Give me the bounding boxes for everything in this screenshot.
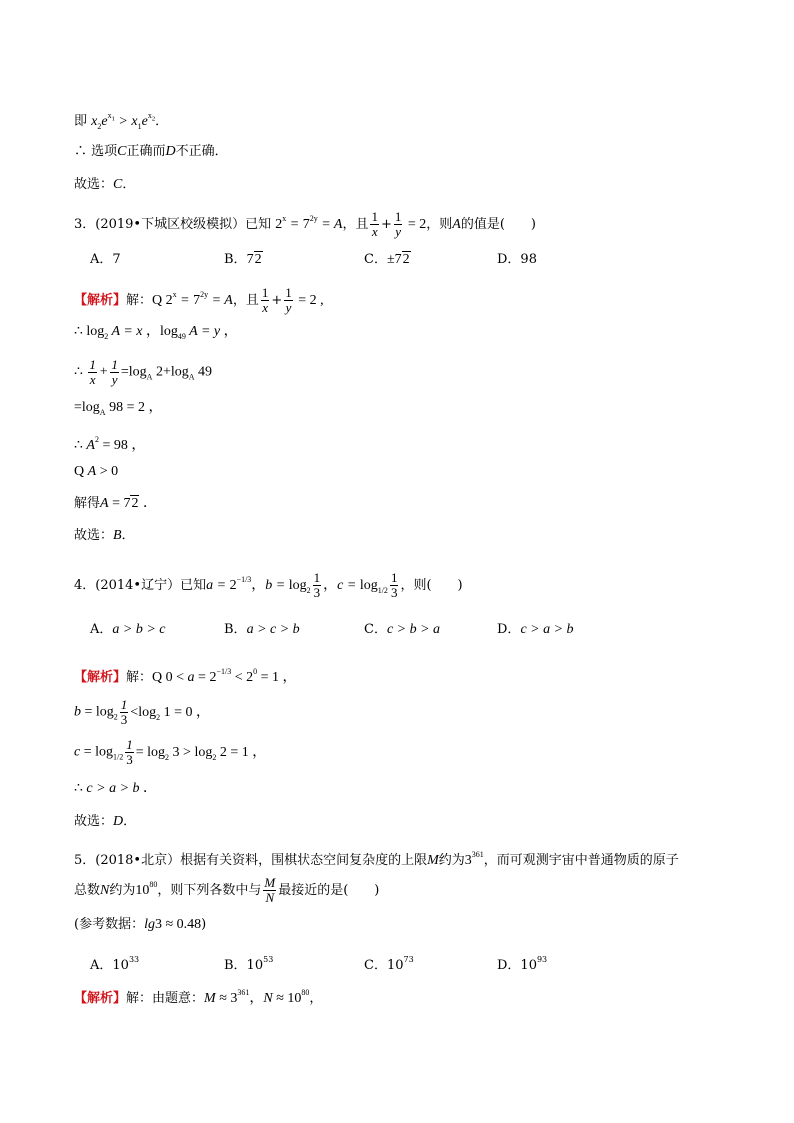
solution-line: 【解析】解：Q $0 < a = 2^{-1/3} < 2^0 = 1$ ， (74, 667, 297, 685)
solution-line: ∴ $\frac{1}{x}$ + $\frac{1}{y}$ $=\log_A$ $2+\log_A$ 49 (74, 357, 213, 387)
line-text: 故选： (74, 528, 114, 543)
line-text: ，则( ) (400, 578, 463, 593)
line-text: ，且 (232, 293, 259, 308)
line-text: 正确而 (126, 144, 166, 159)
line-text: ． (155, 114, 169, 129)
option-label: B． (224, 622, 247, 637)
line-text: 解：由题意： (126, 991, 205, 1006)
solution-line: ∴ c > a > b ． (74, 781, 158, 796)
line-text: 解： (126, 670, 153, 685)
fraction: $\frac{1}{y}$ (394, 209, 402, 239)
option-c[interactable]: C．c > b > a (364, 622, 441, 637)
analysis-tag: 【解析】 (74, 670, 127, 685)
option-b[interactable] (224, 950, 273, 976)
option-c[interactable]: C．±72 (364, 252, 410, 267)
question-3: 3．(2019•下城区校级模拟）已知 $2^x = 7^{2y} = A$，且 $\frac{1}{x}$ + $\frac{1}{y}$ = 2，则A的值是( ) (74, 209, 537, 239)
exponent: 33 (128, 955, 140, 964)
option-label: A．7 (90, 252, 121, 267)
option-label: D．10 (497, 958, 537, 973)
line-text: ，则下列各数中与 (157, 883, 262, 898)
line-text: ∴ 选项 (74, 144, 118, 159)
line-text: ． (121, 528, 135, 543)
text-line (74, 106, 168, 137)
math-var: D (165, 144, 176, 159)
exponent: 53 (263, 955, 274, 964)
question-stem: 3．(2019•下城区校级模拟）已知 (74, 217, 272, 232)
question-stem: 5．(2018•北京）根据有关资料，围棋状态空间复杂度的上限 (74, 853, 428, 868)
solution-line (74, 526, 135, 546)
question-4: 4．(2014•辽宁）已知$a = 2^{-1/3}$，$b = \log_2$ $\frac{1}{3}$ ，$c = \log_{1/2}$ $\frac{1}{3}$ ，则( ) (74, 570, 463, 600)
line-text: ，则 (426, 217, 453, 232)
option-label: C． (364, 252, 387, 267)
option-a[interactable]: A．a > b > c (90, 622, 166, 637)
option-d[interactable] (497, 950, 547, 976)
line-text: ) (201, 917, 207, 932)
option-a[interactable] (90, 250, 121, 270)
math-expr: $2^x = 7^{2y} = A$ (275, 214, 343, 232)
solution-line: ∴ $A^2 = 98$ ， (74, 435, 146, 453)
solution-line: ∴ $\log_2 A = x$ ，$\log_{49} A = y$ ， (74, 324, 238, 341)
answer: B (113, 528, 122, 543)
line-text: ． (122, 177, 136, 192)
line-text: 约为 (109, 883, 136, 898)
line-text: 不正确． (175, 144, 228, 159)
line-text: 即 (74, 114, 88, 129)
line-text: ，而可观测宇宙中普通物质的原子 (483, 853, 679, 868)
line-text: 故选： (74, 177, 114, 192)
option-label: B．10 (224, 958, 264, 973)
line-text: 总数 (74, 883, 101, 898)
question-stem: 4．(2014•辽宁）已知 (74, 578, 207, 593)
option-d[interactable] (497, 250, 537, 270)
math-expr: $x_2e^{x_1} > x_1e^{x_2}$ (91, 111, 156, 131)
line-text: ，且 (342, 217, 369, 232)
line-text: 解得 (74, 496, 101, 511)
solution-line: 【解析】解：Q $2^x = 7^{2y} = A$，且 $\frac{1}{x}$ + $\frac{1}{y}$ = 2 , (74, 285, 324, 315)
exponent: 73 (403, 955, 414, 964)
text-line (74, 175, 135, 195)
line-text: 的值是( ) (460, 217, 537, 232)
solution-line: Q A > 0 (74, 464, 119, 479)
solution-line (74, 812, 136, 832)
line-text: 约为 (438, 853, 465, 868)
line-text: (参考数据： (74, 917, 145, 932)
math-var: C (117, 144, 127, 159)
line-text: ． (123, 814, 137, 829)
option-b[interactable]: B．a > c > b (224, 622, 300, 637)
answer: C (113, 177, 123, 192)
option-label: D． (497, 622, 521, 637)
analysis-tag: 【解析】 (74, 991, 127, 1006)
line-text: ， (309, 991, 323, 1006)
solution-line: $c = \log_{1/2}$ $\frac{1}{3}$ = $\log_2 3 > \log_2 2 = 1$ ， (74, 737, 267, 767)
solution-line: 解得A = 72 ． (74, 496, 157, 511)
question-5-cont: 总数N约为$10^{80}$，则下列各数中与 $\frac{M}{N}$ 最接近的是( ) (74, 875, 380, 905)
fraction: $\frac{1}{x}$ (371, 209, 378, 239)
option-label: D．98 (497, 252, 537, 267)
line-text: 最接近的是( ) (278, 883, 380, 898)
option-label: A． (90, 622, 113, 637)
option-label: C． (364, 622, 387, 637)
option-b[interactable]: B．72 (224, 252, 262, 267)
option-label: B． (224, 252, 247, 267)
solution-line: $=\log_A$ 98 = 2 ， (74, 400, 163, 417)
line-text: 故选： (74, 814, 114, 829)
option-label: C．10 (364, 958, 404, 973)
option-d[interactable]: D．c > a > b (497, 622, 574, 637)
exponent: 93 (536, 955, 548, 964)
solution-line: 【解析】解：由题意：$M \approx 3^{361}$，$N \approx 10^{80}$， (74, 988, 323, 1006)
answer: D (113, 814, 124, 829)
question-5: 5．(2018•北京）根据有关资料，围棋状态空间复杂度的上限M约为$3^{361}$，而可观测宇宙中普通物质的原子 (74, 850, 679, 868)
option-label: A．10 (90, 958, 129, 973)
solution-line: $b = \log_2$ $\frac{1}{3}$ $<\log_2$ 1 = 0 ， (74, 697, 210, 727)
option-a[interactable] (90, 950, 139, 976)
analysis-tag: 【解析】 (74, 293, 127, 308)
reference-data: (参考数据：lg3 ≈ 0.48) (74, 917, 207, 932)
line-text: 解： (126, 293, 153, 308)
text-line (74, 142, 228, 162)
option-c[interactable] (364, 950, 414, 976)
